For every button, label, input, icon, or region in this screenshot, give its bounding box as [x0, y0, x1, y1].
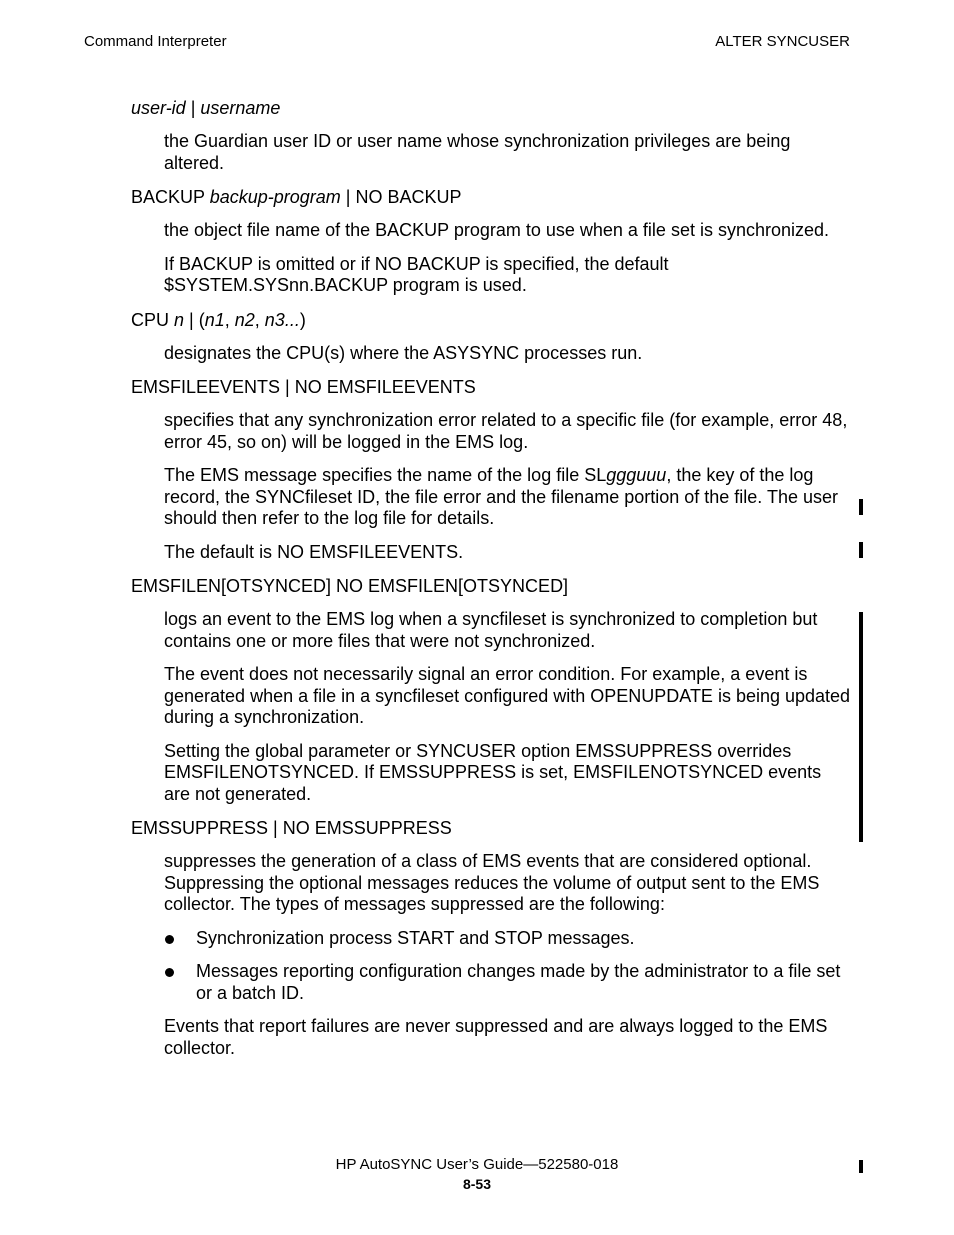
- emsfileevents-p2-a: The EMS message specifies the name of the log file SL: [164, 465, 607, 485]
- term-backup-c: | NO BACKUP: [340, 187, 462, 207]
- emsfileevents-p2-b: ggguuu: [606, 465, 667, 485]
- term-cpu-t4: n1: [204, 309, 225, 330]
- emsfilenotsynced-description-3: Setting the global parameter or SYNCUSER option EMSSUPPRESS overrides EMSFILENOTSYNCED. If EMSSUPPRESS is set, EMSFILENOTSYNCED events are not generated.: [164, 740, 822, 804]
- bullet-item: [196, 928, 851, 950]
- bullet-dot-icon: [165, 968, 174, 977]
- term-cpu-t5: ,: [224, 309, 235, 330]
- term-backup-b: backup-program: [209, 187, 341, 207]
- backup-description-1: the object file name of the BACKUP program to use when a file set is synchronized.: [164, 220, 830, 240]
- page-number: 8-53: [462, 1176, 492, 1192]
- user-id-description: the Guardian user ID or user name whose synchronization privileges are being altered.: [164, 131, 791, 173]
- term-emsfileevents: EMSFILEEVENTS | NO EMSFILEEVENTS: [131, 377, 476, 397]
- term-user-id-sep: |: [185, 98, 201, 118]
- term-cpu-t1: CPU: [131, 309, 175, 330]
- bullet-item: [196, 961, 851, 1004]
- bullet-text: Synchronization process START and STOP messages.: [196, 927, 635, 948]
- running-header-right: ALTER SYNCUSER: [715, 33, 850, 50]
- change-bar: [859, 612, 863, 842]
- change-bar: [859, 542, 863, 558]
- term-emsfilenotsynced: EMSFILEN[OTSYNCED] NO EMSFILEN[OTSYNCED]: [131, 576, 569, 596]
- term-emssuppress: EMSSUPPRESS | NO EMSSUPPRESS: [131, 818, 452, 838]
- emsfileevents-description-3: The default is NO EMSFILEEVENTS.: [164, 541, 464, 562]
- term-user-id: [131, 97, 851, 119]
- term-user-id-a: user-id: [131, 98, 186, 118]
- term-cpu-t3: | (: [184, 309, 205, 330]
- term-user-id-b: username: [200, 98, 281, 118]
- emssuppress-description-2: Events that report failures are never suppressed and are always logged to the EMS collector.: [164, 1016, 828, 1058]
- emsfileevents-description-1: specifies that any synchronization error related to a specific file (for example, error 48, error 45, so on) will be logged in the EMS log.: [164, 410, 848, 452]
- emssuppress-description-1: suppresses the generation of a class of EMS events that are considered optional. Suppressing the optional messages reduces the volume of output sent to the EMS collector. The types of messages suppressed are the following:: [164, 851, 820, 914]
- emsfileevents-description-2: [164, 465, 851, 530]
- term-backup: [131, 186, 851, 208]
- bullet-text: Messages reporting configuration changes made by the administrator to a file set or a batch ID.: [196, 961, 841, 1003]
- term-cpu: [131, 309, 851, 331]
- term-cpu-t9: ): [299, 309, 306, 330]
- term-backup-a: BACKUP: [131, 187, 210, 207]
- page-footer: [0, 1155, 954, 1193]
- emsfilenotsynced-description-1: logs an event to the EMS log when a syncfileset is synchronized to completion but contains one or more files that were not synchronized.: [164, 609, 818, 651]
- running-header-left: Command Interpreter: [84, 33, 227, 50]
- term-cpu-t6: n2: [234, 309, 255, 330]
- term-cpu-t7: ,: [254, 309, 265, 330]
- change-bar: [859, 499, 863, 515]
- page-content: [131, 97, 851, 1071]
- bullet-dot-icon: [165, 935, 174, 944]
- term-cpu-t8: n3...: [264, 309, 300, 330]
- term-cpu-t2: n: [174, 309, 185, 330]
- cpu-description: designates the CPU(s) where the ASYSYNC processes run.: [164, 342, 643, 363]
- emsfileevents-p2-c: , the key of the log record, the SYNCfileset ID, the file error and the filename portion of the file. The user should then refer to the log file for details.: [164, 465, 839, 528]
- backup-description-2: If BACKUP is omitted or if NO BACKUP is specified, the default $SYSTEM.SYSnn.BACKUP program is used.: [164, 253, 669, 295]
- emsfilenotsynced-description-2: The event does not necessarily signal an error condition. For example, a event is generated when a file in a syncfileset configured with OPENUPDATE is being updated during a synchronization.: [164, 664, 851, 727]
- footer-guide-title: HP AutoSYNC User’s Guide—522580-018: [335, 1156, 619, 1173]
